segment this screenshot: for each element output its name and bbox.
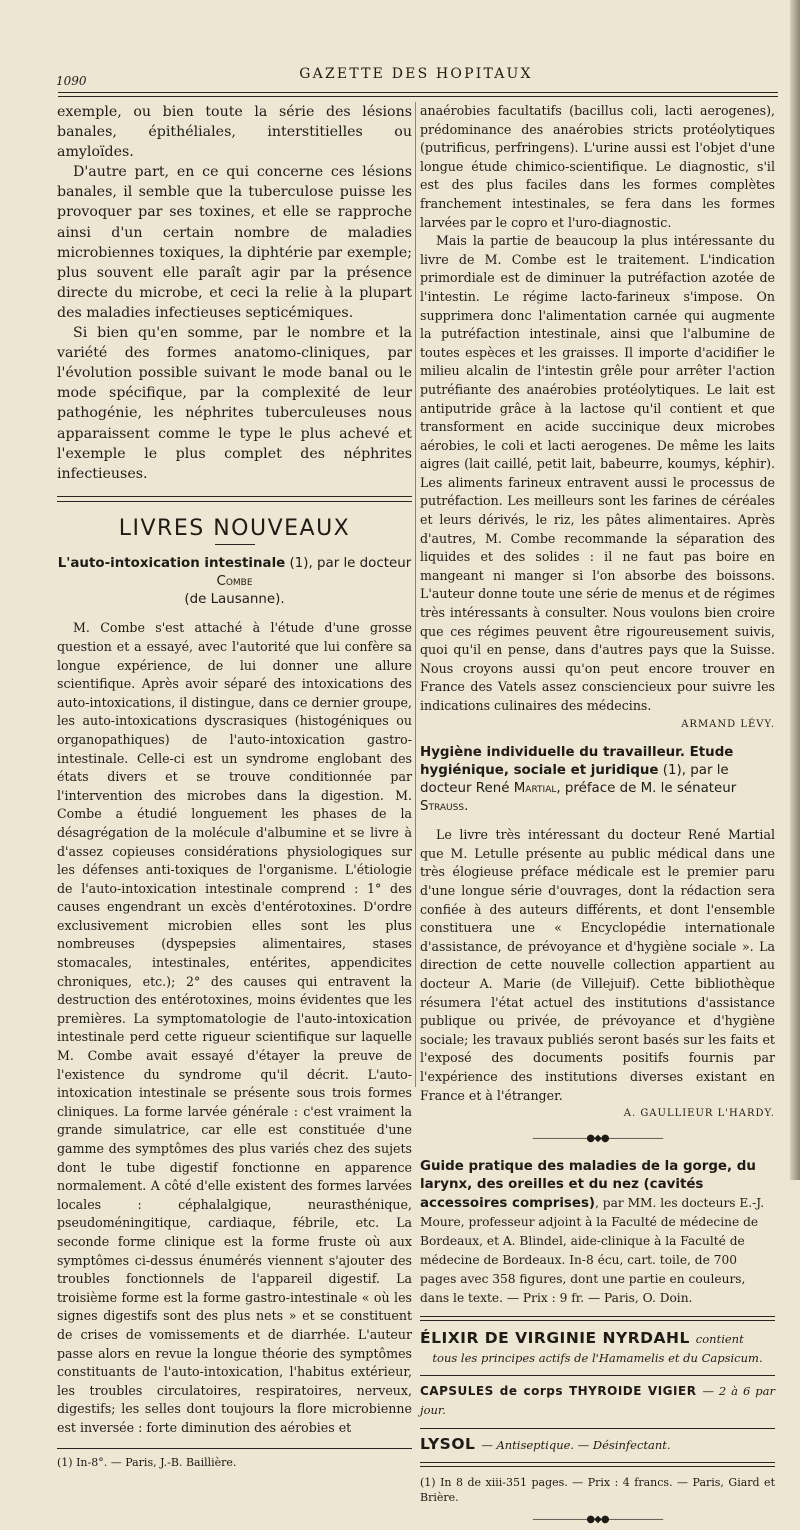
ad-rule — [420, 1316, 775, 1321]
book-note-ref: (1), par le docteur — [289, 556, 412, 572]
footnote-rule — [57, 1448, 412, 1449]
book-heading — [420, 744, 775, 816]
book-title: L'auto-intoxication intestinale — [57, 556, 286, 572]
book-preface-name: Strauss — [420, 799, 465, 815]
ad-rule — [420, 1375, 775, 1376]
page-edge — [790, 0, 800, 1180]
ad-elixir-name: ÉLIXIR DE VIRGINIE NYRDAHL — [420, 1329, 690, 1348]
ad-capsules — [420, 1382, 775, 1419]
ad-capsules-name: CAPSULES de corps THYROIDE VIGIER — [420, 1384, 697, 1399]
section-title: LIVRES NOUVEAUX — [118, 515, 351, 541]
ad-lysol-desc: — Antiseptique. — Désinfectant. — [481, 1437, 671, 1452]
footnote: (1) In-8°. — Paris, J.-B. Baillière. — [57, 1455, 237, 1469]
review-paragraph: Mais la partie de beaucoup la plus intéressante du livre de M. Combe est le traitement. L'indication primordiale est de diminuer la putréfaction azotée de l'intestin. Le régime lacto-farineux s'impose. On supprimera donc l'alimentation carnée qui augmente la putréfaction intestinale, ainsi que l'albumine de toutes espèces et les graisses. Il importe d'acidifier le milieu alcalin de l'intestin grêle pour arrêter l'action putréfiante des anaérobies protéolytiques. Le lait est antiputride grâce à la lactose qu'il contient et que transforment en acide succinique deux microbes aérobies, le coli et lacti aerogenes. De même les laits aigres (lait caillé, petit lait, babeurre, koumys, képhir). Les aliments farineux entravent aussi le processus de putréfaction. Les meilleurs sont les farines de céréales et leurs dérivés, le riz, les pâtes alimentaires. Après d'autres, M. Combe recommande la séparation des liquides et des solides : il ne faut pas boire en mangeant ni manger si l'on absorbe des boissons. L'auteur donne toute une série de menus et de régimes très intéressants à consulter. Nous voulons bien croire que ces régimes peuvent être rigoureusement suivis, quoi qu'il en pense, dans d'autres pays que la Suisse. Nous croyons aussi qu'on peut encore trouver en France des Vatels assez consciencieux pour suivre les indications culinaires des médecins. — [420, 233, 775, 713]
book-note-ref: (1), par le docteur René — [420, 763, 729, 797]
review-paragraph: anaérobies facultatifs (bacillus coli, lacti aerogenes), prédominance des anaérobies stricts protéolytiques (putrificus, perfringens). L'urine aussi est l'objet d'une longue étude chimico-scientifique. Le diagnostic, s'il est des plus faciles dans les formes complètes franchement intestinales, se fera dans les formes larvées par le copro et l'uro-diagnostic. — [420, 103, 775, 230]
footnote: (1) In 8 de xiii-351 pages. — Prix : 4 francs. — Paris, Giard et Brière. — [420, 1476, 775, 1505]
ad-rule — [420, 1462, 775, 1467]
ornament-divider: ——————●◆●—————— — [532, 1132, 663, 1144]
review-paragraph: M. Combe s'est attaché à l'étude d'une grosse question et a essayé, avec l'autorité que lui confère sa longue expérience, de lui donner une allure scientifique. Après avoir séparé des intoxications des auto-intoxications, il distingue, dans ce dernier groupe, les auto-intoxications dyscrasiques (histogéniques ou organopathiques) de l'auto-intoxication gastro-intestinale. Celle-ci est un syndrome englobant des états divers et se trouve conditionnée par l'intervention des microbes dans la digestion. M. Combe a étudié longuement les phases de la désagrégation de la molécule d'albumine et se livre à d'assez copieuses considérations physiologiques sur les défenses anti-toxiques de l'organisme. L'étiologie de l'auto-intoxication intestinale comprend : 1° des causes engendrant un excès d'entérotoxines. D'ordre exclusivement microbien elles sont les plus nombreuses (dyspepsies alimentaires, stases stomacales, intestinales, entérites, appendicites chroniques, etc.); 2° des causes qui entravent la destruction des entérotoxines, moins évidentes que les premières. La symptomatologie de l'auto-intoxication intestinale perd cette rigueur scientifique sur laquelle M. Combe avait essayé d'étayer la preuve de l'existence du syndrome qu'il décrit. L'auto-intoxication intestinale se présente sous trois formes cliniques. La forme larvée générale : c'est vraiment la grande simulatrice, car elle est constituée d'une gamme des symptômes des plus variés chez des sujets dont le tube digestif fonctionne en apparence normalement. A côté d'elle existent des formes larvées locales : céphalalgique, neurasthénique, pseudoméningitique, cardiaque, fébrile, etc. La seconde forme clinique est la forme fruste où aux symptômes ci-dessus énumérés viennent s'ajouter des troubles fonctionnels de l'appareil digestif. La troisième forme est la forme gastro-intestinale « où les signes digestifs sont des plus nets » et se constituent de crises de vomissements et de diarrhée. L'auteur passe alors en revue la longue théorie des symptômes constituants de l'auto-intoxication, l'habitus extérieur, les troubles circulatoires, respiratoires, nerveux, digestifs; les selles dont toujours la flore microbienne est inversée : forte diminution des aérobies et — [57, 620, 412, 1435]
ad-elixir-contient: contient — [695, 1332, 744, 1347]
review-paragraph: Le livre très intéressant du docteur René Martial que M. Letulle présente au public médical dans une très élogieuse préface médicale est le premier paru d'une longue série d'ouvrages, dont la rédaction sera confiée à des auteurs différents, et dont l'ensemble constituera une « Encyclopédie internationale d'assistance, de prévoyance et d'hygiène sociale ». La direction de cette nouvelle collection appartient au docteur A. Marie (de Villejuif). Cette bibliothèque résumera l'état actuel des institutions d'assistance publique ou privée, de prévoyance et d'hygiène sociale; les travaux publiés seront basés sur les faits et l'exposé des documents positifs fournis par l'expérience des institutions diverses existant en France et à l'étranger. — [420, 827, 775, 1103]
running-title: GAZETTE DES HOPITAUX — [299, 66, 533, 82]
right-column — [420, 102, 776, 1526]
ad-elixir-sub: tous les principes actifs de l'Hamamelis et du Capsicum. — [432, 1350, 763, 1365]
book-preface: , préface de M. le sénateur — [556, 781, 737, 797]
book-details: , par MM. les docteurs E.-J. Moure, professeur adjoint à la Faculté de médecine de Bordeaux, et A. Blindel, aide-clinique à la Faculté de médecine de Bordeaux. In-8 écu, cart. toile, de 700 pages avec 358 figures, dont une partie en couleurs, dans le texte. — Prix : 9 fr. — Paris, O. Doin. — [420, 1196, 765, 1306]
review-signature: A. GAULLIEUR L'HARDY. — [623, 1108, 775, 1120]
review-signature: ARMAND LÉVY. — [681, 718, 775, 730]
ornament-divider: ——————●◆●—————— — [532, 1514, 663, 1526]
book-author: Martial — [513, 781, 557, 797]
body-paragraph: exemple, ou bien toute la série des lésions banales, épithéliales, interstitielles ou amyloïdes. — [57, 104, 412, 161]
book-preface-end: . — [464, 799, 469, 815]
body-paragraph: Si bien qu'en somme, par le nombre et la variété des formes anatomo-cliniques, par l'évolution possible suivant le mode banal ou le mode spécifique, par la complexité de leur pathogénie, les néphrites tuberculeuses nous apparaissent comme le type le plus achevé et l'exemple le plus complet des néphrites infectieuses. — [57, 325, 412, 482]
book-author-place: (de Lausanne). — [184, 592, 285, 608]
ad-capsules-dose: — 2 à 6 par jour. — [420, 1384, 776, 1418]
ad-lysol — [420, 1435, 775, 1455]
title-underline — [215, 544, 255, 545]
column-divider — [415, 102, 416, 1087]
book-author: Combe — [216, 574, 253, 590]
page-number: 1090 — [56, 74, 87, 88]
ad-rule — [420, 1428, 775, 1429]
book-title: Guide pratique des maladies de la gorge, du larynx, des oreilles et du nez (cavités accessoires comprises) — [420, 1159, 756, 1212]
book-heading — [420, 1158, 775, 1308]
book-heading — [57, 555, 412, 609]
section-rule — [57, 496, 412, 502]
book-title: Hygiène individuelle du travailleur. Etude hygiénique, sociale et juridique — [420, 745, 734, 779]
ad-elixir — [420, 1329, 775, 1349]
ad-lysol-name: LYSOL — [420, 1434, 476, 1453]
left-column — [57, 102, 412, 1469]
body-paragraph: D'autre part, en ce qui concerne ces lésions banales, il semble que la tuberculose puisse les provoquer par ses toxines, et elle se rapproche ainsi d'un certain nombre de maladies microbiennes toxiques, la diphtérie par exemple; plus souvent elle paraît agir par la présence directe du microbe, et ceci la relie à la plupart des maladies infectieuses septicémiques. — [57, 164, 412, 321]
page-header — [56, 66, 776, 88]
header-rule — [58, 92, 778, 97]
